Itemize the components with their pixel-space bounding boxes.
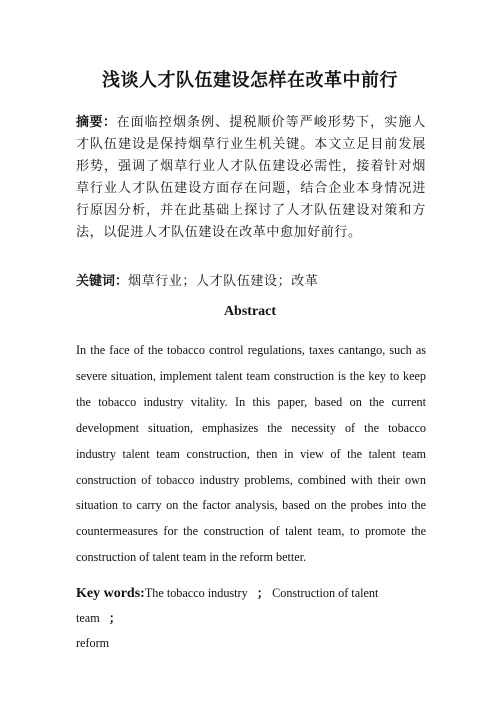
english-keywords: [76, 581, 426, 656]
keyword-separator: ；: [256, 586, 270, 600]
keyword-item: reform: [76, 636, 110, 650]
chinese-abstract: [76, 112, 426, 244]
page-title: 浅谈人才队伍建设怎样在改革中前行: [102, 70, 398, 91]
chinese-keywords-label: 关键词：: [76, 274, 129, 289]
keyword-separator: ；: [108, 611, 122, 625]
english-abstract-text: In the face of the tobacco control regulations, taxes cantango, such as severe situation, implement talent team construction is the key to keep the tobacco industry vitality. In this paper, based on the current development situation, emphasizes the necessity of the tobacco industry talent team construction, then in view of the talent team construction of tobacco industry problems, combined with their own situation to carry on the factor analysis, based on the probes into the countermeasures for the construction of talent team, to promote the construction of talent team in the reform better.: [76, 343, 426, 565]
keyword-item: The tobacco industry: [144, 586, 248, 600]
keyword-item: Construction of talent team: [76, 586, 379, 625]
abstract-heading: Abstract: [223, 304, 277, 319]
chinese-abstract-label: 摘要：: [76, 115, 117, 130]
english-keywords-label: Key words:: [76, 586, 145, 601]
chinese-keywords-text: 烟草行业；人才队伍建设；改革: [128, 274, 319, 289]
chinese-abstract-text: 在面临控烟条例、提税顺价等严峻形势下，实施人才队伍建设是保持烟草行业生机关键。本文立足目前发展形势，强调了烟草行业人才队伍建设必需性，接着针对烟草行业人才队伍建设方面存在问题，结合企业本身情况进行原因分析，并在此基础上探讨了人才队伍建设对策和方法，以促进人才队伍建设在改革中愈加好前行。: [76, 115, 426, 240]
chinese-keywords: [76, 271, 426, 293]
